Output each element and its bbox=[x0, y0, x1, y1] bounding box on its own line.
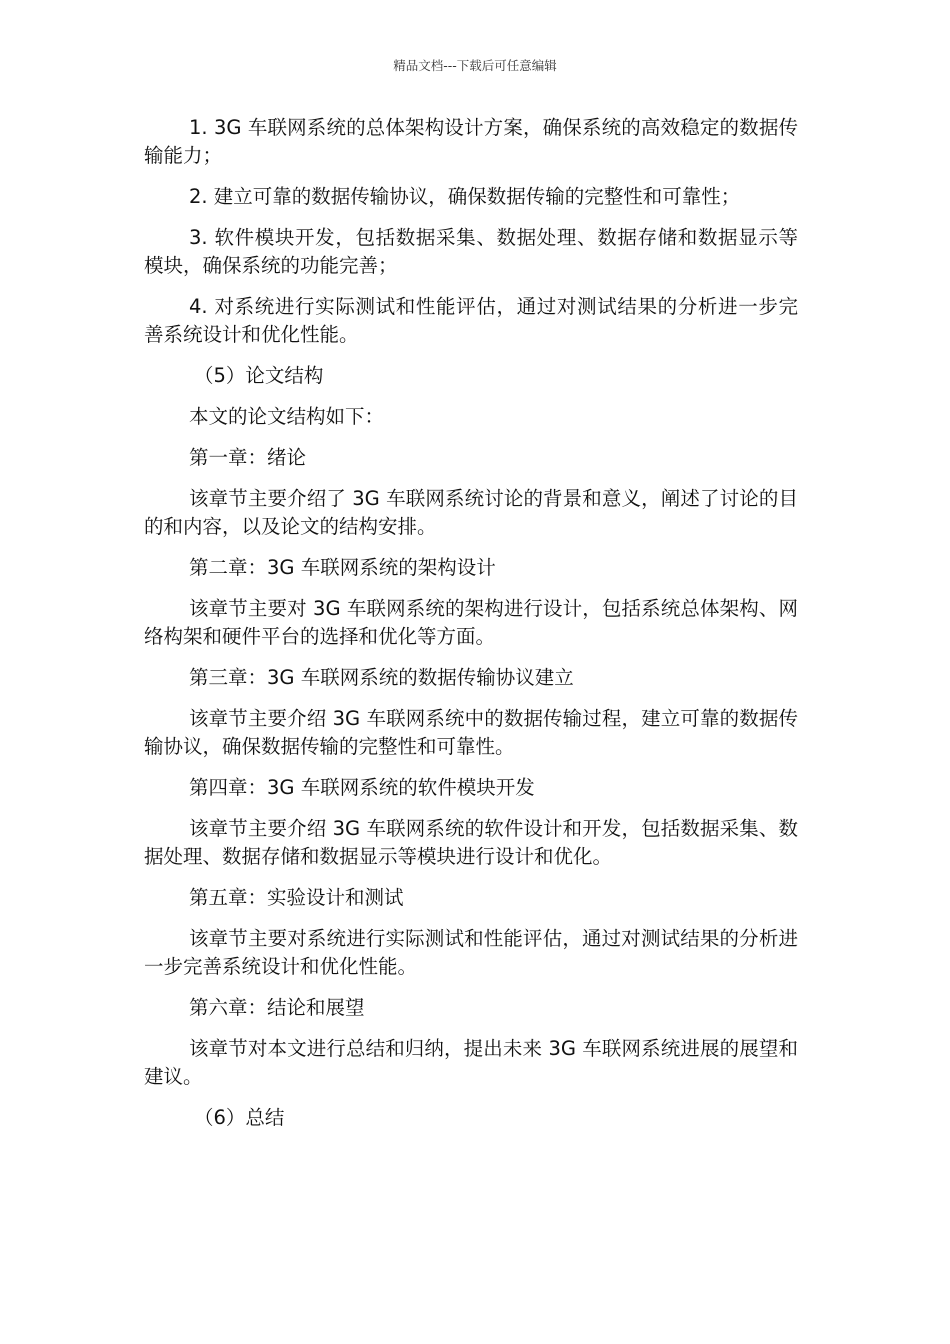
chapter-2-description: 该章节主要对 3G 车联网系统的架构进行设计，包括系统总体架构、网络构架和硬件平台的选择和优化等方面。 bbox=[144, 597, 798, 648]
section-heading-summary: （6）总结 bbox=[194, 1106, 285, 1129]
chapter-4-title: 第四章：3G 车联网系统的软件模块开发 bbox=[189, 776, 535, 799]
list-item-objective-2: 2. 建立可靠的数据传输协议，确保数据传输的完整性和可靠性； bbox=[189, 185, 741, 208]
chapter-5-title: 第五章：实验设计和测试 bbox=[189, 886, 404, 909]
chapter-6-title: 第六章：结论和展望 bbox=[189, 996, 365, 1019]
page-header: 精品文档---下载后可任意编辑 bbox=[393, 58, 557, 73]
chapter-1-description: 该章节主要介绍了 3G 车联网系统讨论的背景和意义，阐述了讨论的目的和内容，以及论文的结构安排。 bbox=[144, 487, 798, 538]
chapter-3-title: 第三章：3G 车联网系统的数据传输协议建立 bbox=[189, 666, 574, 689]
chapter-4-description: 该章节主要介绍 3G 车联网系统的软件设计和开发，包括数据采集、数据处理、数据存储和数据显示等模块进行设计和优化。 bbox=[144, 817, 798, 868]
chapter-6-description: 该章节对本文进行总结和归纳，提出未来 3G 车联网系统进展的展望和建议。 bbox=[144, 1037, 798, 1088]
document-body bbox=[144, 114, 798, 1145]
chapter-2-title: 第二章：3G 车联网系统的架构设计 bbox=[189, 556, 496, 579]
list-item-objective-4: 4. 对系统进行实际测试和性能评估，通过对测试结果的分析进一步完善系统设计和优化性能。 bbox=[144, 295, 798, 346]
chapter-3-description: 该章节主要介绍 3G 车联网系统中的数据传输过程，建立可靠的数据传输协议，确保数据传输的完整性和可靠性。 bbox=[144, 707, 798, 758]
list-item-objective-1: 1. 3G 车联网系统的总体架构设计方案，确保系统的高效稳定的数据传输能力； bbox=[144, 116, 798, 167]
section-heading-thesis-structure: （5）论文结构 bbox=[194, 364, 324, 387]
chapter-1-title: 第一章：绪论 bbox=[189, 446, 307, 469]
structure-intro: 本文的论文结构如下： bbox=[189, 405, 385, 428]
chapter-5-description: 该章节主要对系统进行实际测试和性能评估，通过对测试结果的分析进一步完善系统设计和优化性能。 bbox=[144, 927, 798, 978]
list-item-objective-3: 3. 软件模块开发，包括数据采集、数据处理、数据存储和数据显示等模块，确保系统的功能完善； bbox=[144, 226, 798, 277]
